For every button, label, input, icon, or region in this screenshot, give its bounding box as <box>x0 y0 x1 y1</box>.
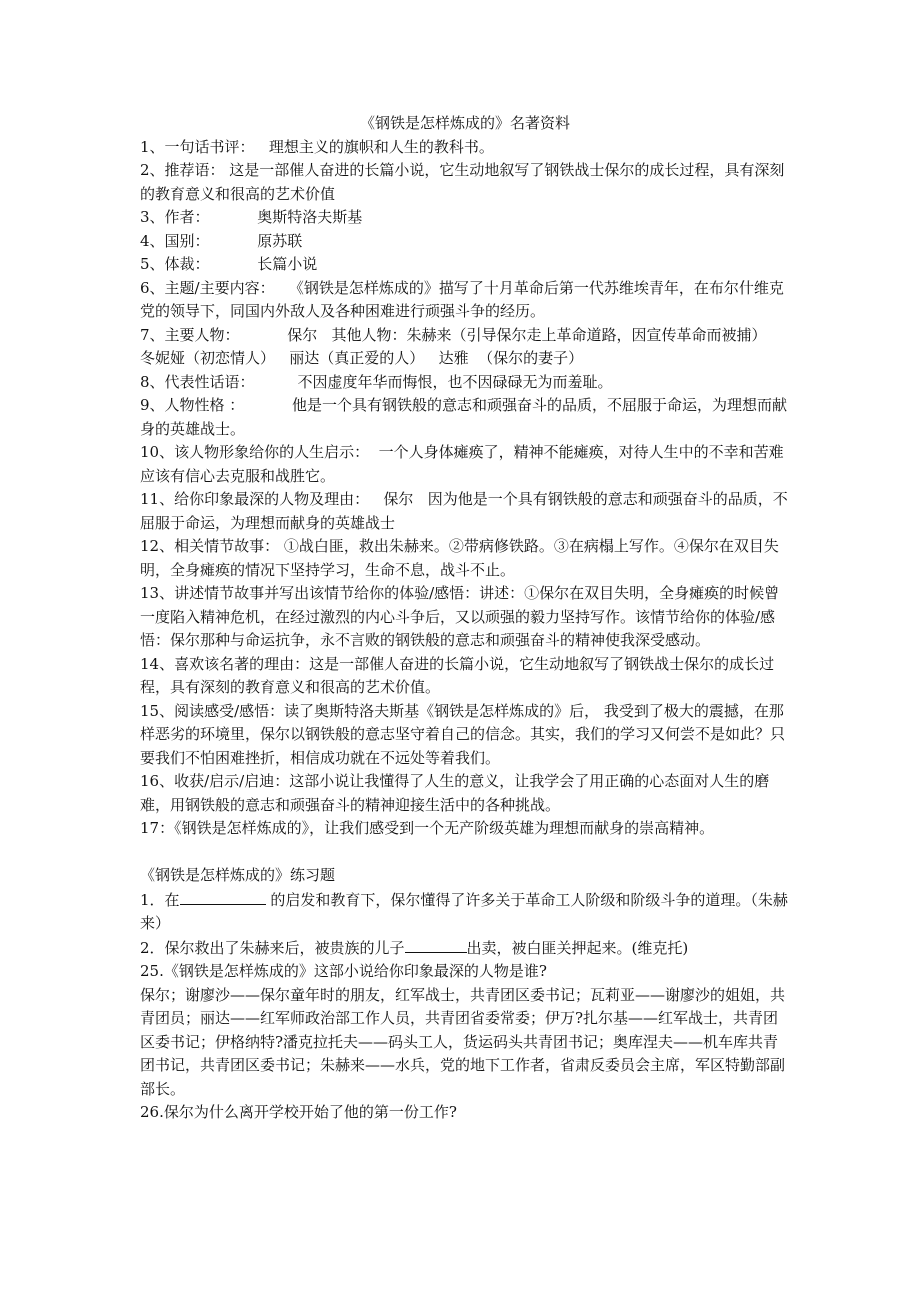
exercise-q26: 26.保尔为什么离开学校开始了他的第一份工作? <box>140 1103 457 1121</box>
item-15: 15、阅读感受/感悟：读了奥斯特洛夫斯基《钢铁是怎样炼成的》后， 我受到了极大的震撼，在那样恶劣的环境里，保尔以钢铁般的意志坚守着自己的信念。其实，我们的学习又何尝不是如此？只要我们不怕困难挫折，相信成功就在不远处等着我们。 <box>140 701 786 767</box>
fill-blank-2 <box>405 936 467 953</box>
item-2: 2、推荐语： 这是一部催人奋进的长篇小说，它生动地叙写了钢铁战士保尔的成长过程，具有深刻的教育意义和很高的艺术价值 <box>140 161 785 203</box>
exercise-q25: 25.《钢铁是怎样炼成的》这部小说给你印象最深的人物是谁? <box>140 962 547 980</box>
item-8: 8、代表性话语： 不因虚度年华而悔恨，也不因碌碌无为而羞耻。 <box>140 372 613 391</box>
exercise-q2 <box>140 936 790 961</box>
item-3: 3、作者： 奥斯特洛夫斯基 <box>140 208 363 226</box>
exercise-q1 <box>140 888 790 936</box>
item-6: 6、主题/主要内容： 《钢铁是怎样炼成的》描写了十月革命后第一代苏维埃青年，在布尔什维克党的领导下，同国内外敌人及各种困难进行顽强斗争的经历。 <box>140 278 784 320</box>
item-10: 10、该人物形象给你的人生启示： 一个人身体瘫痪了，精神不能瘫痪，对待人生中的不幸和苦难应该有信心去克服和战胜它。 <box>140 443 784 485</box>
item-9: 9、人物性格 ： 他是一个具有钢铁般的意志和顽强奋斗的品质，不屈服于命运，为理想而献身的英雄战士。 <box>140 396 787 438</box>
section-gap <box>140 841 790 865</box>
document-title: 《钢铁是怎样炼成的》名著资料 <box>359 114 570 132</box>
exercise-q25-answer: 保尔；谢廖沙——保尔童年时的朋友，红军战士，共青团区委书记；瓦莉亚——谢廖沙的姐姐，共青团员；丽达——红军师政治部工作人员，共青团省委常委；伊万?扎尔基——红军战士，共青团区委书记；伊格纳特?潘克拉托夫——码头工人，货运码头共青团书记；奥库涅夫——机车库共青团书记，共青团区委书记；朱赫来——水兵，党的地下工作者，省肃反委员会主席，军区特勤部副部长。 <box>140 985 786 1098</box>
item-13: 13、讲述情节故事并写出该情节给你的体验/感悟：讲述：①保尔在双目失明，全身瘫痪的时候曾一度陷入精神危机，在经过激烈的内心斗争后，又以顽强的毅力坚持写作。该情节给你的体验/感悟：保尔那种与命运抗争，永不言败的钢铁般的意志和顽强奋斗的精神使我深受感动。 <box>140 584 780 649</box>
item-1: 1、一句话书评： 理想主义的旗帜和人生的教科书。 <box>140 137 494 156</box>
item-17: 17：《钢铁是怎样炼成的》，让我们感受到一个无产阶级英雄为理想而献身的崇高精神。 <box>140 819 715 837</box>
document-page <box>140 112 790 1125</box>
exercise-q2-after: 出卖，被白匪关押起来。(维克托) <box>466 938 689 957</box>
item-4: 4、国别： 原苏联 <box>140 231 303 250</box>
item-5: 5、体裁： 长篇小说 <box>140 255 318 273</box>
item-12: 12、相关情节故事： ①战白匪，救出朱赫来。②带病修铁路。③在病榻上写作。④保尔在双目失明，全身瘫痪的情况下坚持学习，生命不息，战斗不止。 <box>140 537 779 579</box>
item-14: 14、喜欢该名著的理由：这是一部催人奋进的长篇小说，它生动地叙写了钢铁战士保尔的成长过程，具有深刻的教育意义和很高的艺术价值。 <box>140 654 775 696</box>
item-11: 11、给你印象最深的人物及理由： 保尔 因为他是一个具有钢铁般的意志和顽强奋斗的品质，不屈服于命运，为理想而献身的英雄战士 <box>140 490 788 532</box>
exercise-q2-before: 2．保尔救出了朱赫来后，被贵族的儿子 <box>140 938 405 957</box>
exercises-heading: 《钢铁是怎样炼成的》练习题 <box>140 866 336 884</box>
item-16: 16、收获/启示/启迪：这部小说让我懂得了人生的意义，让我学会了用正确的心态面对人生的磨难，用钢铁般的意志和顽强奋斗的精神迎接生活中的各种挑战。 <box>140 772 770 814</box>
fill-blank-1 <box>180 888 266 905</box>
exercise-q1-after: 的启发和教育下，保尔懂得了许多关于革命工人阶级和阶级斗争的道理。（朱赫来） <box>140 890 788 932</box>
exercise-q1-before: 1．在 <box>140 890 180 909</box>
item-7: 7、主要人物： 保尔 其他人物：朱赫来（引导保尔走上革命道路，因宣传革命而被捕） 冬妮娅（初恋情人） 丽达（真正爱的人） 达雅 （保尔的妻子） <box>140 325 781 367</box>
